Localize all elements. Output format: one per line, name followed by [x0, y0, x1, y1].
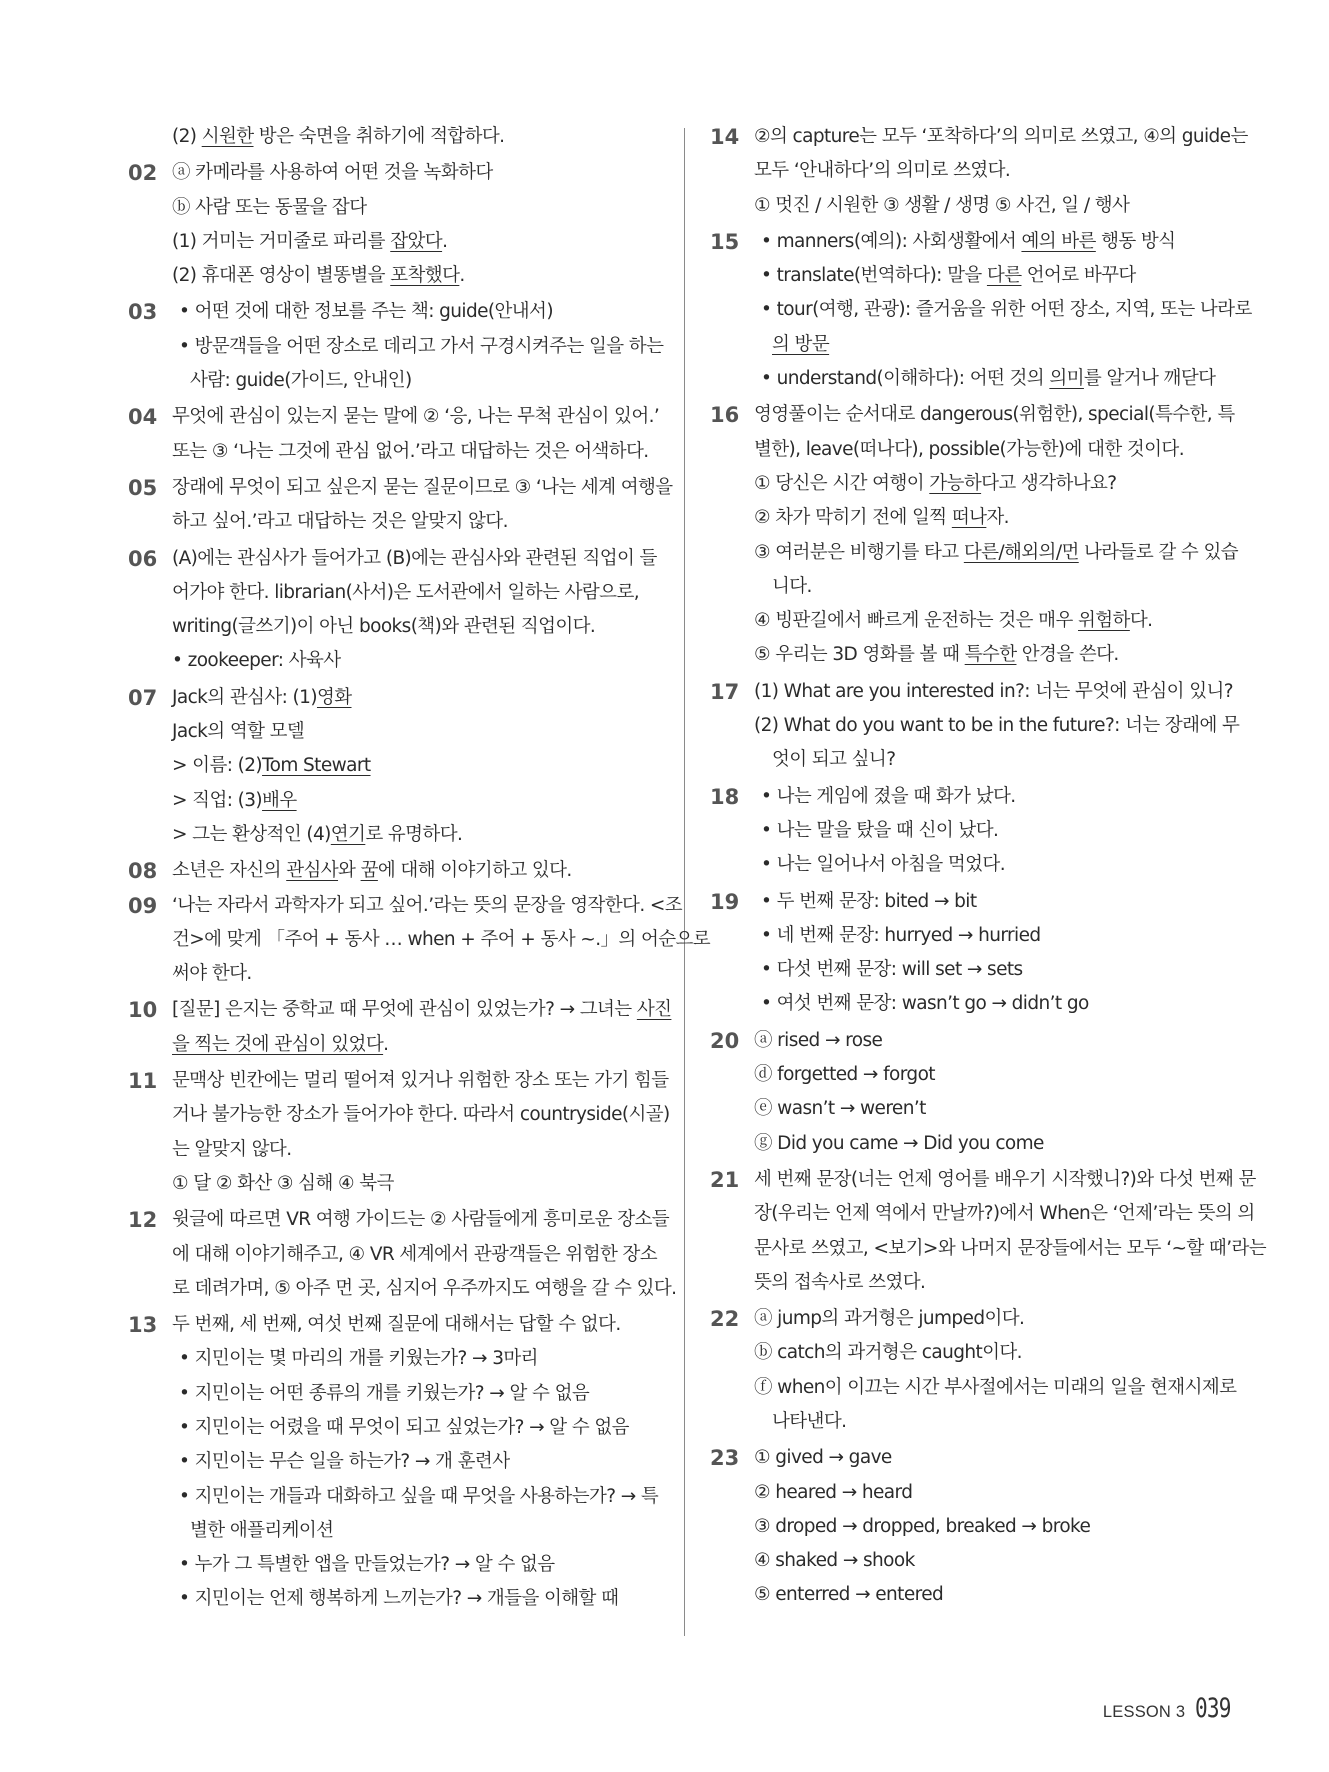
- answer-line: Jack의 역할 모델: [172, 721, 305, 743]
- answer-22: 22 ⓐ jump의 과거형은 jumped이다.: [710, 1302, 1240, 1336]
- question-number: 16: [710, 403, 740, 428]
- answer-line: ④ 빙판길에서 빠르게 운전하는 것은 매우 위험하다.: [754, 610, 1153, 632]
- answer-line: > 이름: (2)Tom Stewart: [172, 755, 371, 777]
- answer-line: [128, 120, 658, 154]
- answer-line: • 나는 말을 탔을 때 신이 났다.: [761, 819, 999, 841]
- question-number: 11: [128, 1069, 158, 1094]
- answer-12: 12 윗글에 따르면 VR 여행 가이드는 ② 사람들에게 흥미로운 장소들: [128, 1203, 658, 1237]
- question-number: 12: [128, 1208, 158, 1233]
- answer-13: 13 두 번째, 세 번째, 여섯 번째 질문에 대해서는 답할 수 없다.: [128, 1308, 658, 1342]
- answer-line: > 그는 환상적인 (4)연기로 유명하다.: [172, 823, 463, 845]
- question-number: 15: [710, 229, 740, 254]
- answer-03: 03 • 어떤 것에 대한 정보를 주는 책: guide(안내서): [128, 295, 658, 329]
- answer-17: 17 (1) What are you interested in?: 너는 무엇에 관심이 있니?: [710, 675, 1240, 709]
- answer-16: 16 영영풀이는 순서대로 dangerous(위험한), special(특수한, 특: [710, 398, 1240, 432]
- question-number: 03: [128, 300, 158, 325]
- answer-line: • 지민이는 개들과 대화하고 싶을 때 무엇을 사용하는가? → 특: [179, 1485, 659, 1507]
- answer-line: • 지민이는 어떤 종류의 개를 키웠는가? → 알 수 없음: [179, 1382, 590, 1404]
- answer-line: • zookeeper: 사육사: [172, 650, 341, 672]
- answer-line: • 다섯 번째 문장: will set → sets: [761, 959, 1023, 981]
- answer-23: 23 ① gived → gave: [710, 1441, 1240, 1475]
- answer-line: ③ 여러분은 비행기를 타고 다른/해외의/먼 나라들로 갈 수 있습: [754, 541, 1239, 563]
- answer-09: 09 ‘나는 자라서 과학자가 되고 싶어.’라는 뜻의 문장을 영작한다. <조: [128, 889, 658, 923]
- answer-line: 의 방문: [772, 333, 830, 355]
- question-number: 10: [128, 998, 158, 1023]
- answer-line: 사람: guide(가이드, 안내인): [190, 370, 412, 392]
- question-number: 18: [710, 784, 740, 809]
- answer-line: 을 찍는 것에 관심이 있었다.: [172, 1033, 389, 1055]
- answer-line: • 지민이는 어렸을 때 무엇이 되고 싶었는가? → 알 수 없음: [179, 1416, 629, 1438]
- answer-line: ② 차가 막히기 전에 일찍 떠나자.: [754, 507, 1009, 529]
- answer-18: 18 • 나는 게임에 졌을 때 화가 났다.: [710, 780, 1240, 814]
- answer-line: 하고 싶어.’라고 대답하는 것은 알맞지 않다.: [172, 511, 508, 533]
- answer-10: 10 [질문] 은지는 중학교 때 무엇에 관심이 있었는가? → 그녀는 사진: [128, 993, 658, 1027]
- answer-line: • 여섯 번째 문장: wasn’t go → didn’t go: [761, 993, 1089, 1015]
- column-divider: [684, 128, 685, 1636]
- answer-line: 거나 불가능한 장소가 들어가야 한다. 따라서 countryside(시골): [172, 1104, 670, 1126]
- question-number: 14: [710, 125, 740, 149]
- answer-line: (2) What do you want to be in the future?: 너는 장래에 무: [754, 715, 1240, 737]
- answer-line: ⓖ Did you came → Did you come: [754, 1132, 1044, 1154]
- question-number: 04: [128, 405, 158, 430]
- answer-line: 별한 애플리케이션: [190, 1519, 334, 1541]
- answer-line: 모두 ‘안내하다’의 의미로 쓰였다.: [754, 160, 1011, 182]
- answer-line: ⓓ forgetted → forgot: [754, 1064, 935, 1086]
- answer-11: 11 문맥상 빈칸에는 멀리 떨어져 있거나 위험한 장소 또는 가기 힘들: [128, 1064, 658, 1098]
- answer-06: 06 (A)에는 관심사가 들어가고 (B)에는 관심사와 관련된 직업이 들: [128, 542, 658, 576]
- answer-line: 는 알맞지 않다.: [172, 1138, 292, 1160]
- answer-15: 15 • manners(예의): 사회생활에서 예의 바른 행동 방식: [710, 225, 1240, 259]
- question-number: 17: [710, 679, 740, 704]
- answer-line: 나타낸다.: [772, 1410, 847, 1432]
- answer-04: 04 무엇에 관심이 있는지 묻는 말에 ② ‘응, 나는 무척 관심이 있어.’: [128, 400, 658, 434]
- left-column: [128, 120, 711, 1617]
- answer-line: writing(글쓰기)이 아닌 books(책)와 관련된 직업이다.: [172, 616, 596, 638]
- question-number: 20: [710, 1028, 740, 1053]
- answer-line: 건>에 맞게 「주어 + 동사 … when + 주어 + 동사 ~.」의 어순으로: [172, 928, 711, 950]
- answer-line: ⓕ when이 이끄는 시간 부사절에서는 미래의 일을 현재시제로: [754, 1376, 1237, 1398]
- question-number: 21: [710, 1167, 740, 1192]
- question-number: 08: [128, 859, 158, 884]
- question-number: 02: [128, 161, 158, 186]
- answer-line: ⑤ 우리는 3D 영화를 볼 때 특수한 안경을 쓴다.: [754, 644, 1119, 666]
- answer-line: • understand(이해하다): 어떤 것의 의미를 알거나 깨닫다: [761, 368, 1216, 390]
- answer-line: ⓔ wasn’t → weren’t: [754, 1098, 926, 1120]
- question-number: 09: [128, 893, 158, 918]
- right-column: [710, 120, 1267, 1613]
- answer-20: 20 ⓐ rised → rose: [710, 1024, 1240, 1058]
- answer-line: ① 멋진 / 시원한 ③ 생활 / 생명 ⑤ 사건, 일 / 행사: [754, 194, 1130, 216]
- answer-text: (2) 시원한 방은 숙면을 취하기에 적합하다.: [172, 126, 505, 147]
- answer-line: 엇이 되고 싶니?: [772, 749, 896, 771]
- answer-line: • 지민이는 언제 행복하게 느끼는가? → 개들을 이해할 때: [179, 1588, 619, 1610]
- answer-line: 문사로 쓰였고, <보기>와 나머지 문장들에서는 모두 ‘~할 때’라는: [754, 1237, 1267, 1259]
- answer-line: • translate(번역하다): 말을 다른 언어로 바꾸다: [761, 265, 1136, 287]
- answer-line: 써야 한다.: [172, 963, 252, 985]
- answer-line: 니다.: [772, 575, 812, 597]
- answer-line: 어가야 한다. librarian(사서)은 도서관에서 일하는 사람으로,: [172, 581, 639, 603]
- answer-07: 07 Jack의 관심사: (1)영화: [128, 681, 658, 715]
- answer-line: ④ shaked → shook: [754, 1550, 915, 1572]
- answer-line: • tour(여행, 관광): 즐거움을 위한 어떤 장소, 지역, 또는 나라로: [761, 299, 1252, 321]
- question-number: 13: [128, 1313, 158, 1338]
- answer-line: ① 달 ② 화산 ③ 심해 ④ 북극: [172, 1172, 394, 1194]
- answer-line: ③ droped → dropped, breaked → broke: [754, 1515, 1091, 1537]
- answer-02: 02 ⓐ 카메라를 사용하여 어떤 것을 녹화하다: [128, 156, 658, 190]
- answer-line: 또는 ③ ‘나는 그것에 관심 없어.’라고 대답하는 것은 어색하다.: [172, 440, 649, 462]
- answer-line: 장(우리는 언제 역에서 만날까?)에서 When은 ‘언제’라는 뜻의 의: [754, 1203, 1255, 1225]
- answer-line: 로 데려가며, ⑤ 아주 먼 곳, 심지어 우주까지도 여행을 갈 수 있다.: [172, 1277, 677, 1299]
- answer-line: 별한), leave(떠나다), possible(가능한)에 대한 것이다.: [754, 438, 1184, 460]
- answer-08: 08 소년은 자신의 관심사와 꿈에 대해 이야기하고 있다.: [128, 854, 658, 888]
- answer-line: • 네 번째 문장: hurryed → hurried: [761, 924, 1041, 946]
- question-number: 06: [128, 546, 158, 571]
- question-number: 05: [128, 475, 158, 500]
- answer-line: 뜻의 접속사로 쓰였다.: [754, 1271, 926, 1293]
- answer-line: (1) 거미는 거미줄로 파리를 잡았다.: [172, 230, 448, 252]
- page-footer: [1103, 1693, 1241, 1729]
- question-number: 23: [710, 1446, 740, 1471]
- answer-line: ② heared → heard: [754, 1481, 913, 1503]
- answer-line: (2) 휴대폰 영상이 별똥별을 포착했다.: [172, 265, 465, 287]
- question-number: 19: [710, 889, 740, 914]
- answer-05: 05 장래에 무엇이 되고 싶은지 묻는 질문이므로 ③ ‘나는 세계 여행을: [128, 471, 658, 505]
- answer-21: 21 세 번째 문장(너는 언제 영어를 배우기 시작했니?)와 다섯 번째 문: [710, 1163, 1240, 1197]
- page-number: 039: [1195, 1693, 1231, 1724]
- answer-line: ⓑ catch의 과거형은 caught이다.: [754, 1342, 1022, 1364]
- answer-line: 에 대해 이야기해주고, ④ VR 세계에서 관광객들은 위험한 장소: [172, 1243, 658, 1265]
- question-number: 07: [128, 685, 158, 710]
- answer-line: ⓑ 사람 또는 동물을 잡다: [172, 196, 367, 218]
- answer-19: 19 • 두 번째 문장: bited → bit: [710, 885, 1240, 919]
- answer-line: • 나는 일어나서 아침을 먹었다.: [761, 854, 1005, 876]
- answer-line: ⑤ enterred → entered: [754, 1584, 944, 1606]
- answer-line: ① 당신은 시간 여행이 가능하다고 생각하나요?: [754, 472, 1117, 494]
- answer-line: • 지민이는 몇 마리의 개를 키웠는가? → 3마리: [179, 1348, 538, 1370]
- answer-line: > 직업: (3)배우: [172, 789, 297, 811]
- answer-line: • 누가 그 특별한 앱을 만들었는가? → 알 수 없음: [179, 1554, 555, 1576]
- question-number: 22: [710, 1307, 740, 1332]
- lesson-label: LESSON 3: [1102, 1703, 1186, 1721]
- answer-14: 14 ②의 capture는 모두 ‘포착하다’의 의미로 쓰였고, ④의 guide는: [710, 120, 1240, 154]
- answer-line: • 방문객들을 어떤 장소로 데리고 가서 구경시켜주는 일을 하는: [179, 335, 664, 357]
- answer-line: • 지민이는 무슨 일을 하는가? → 개 훈련사: [179, 1451, 510, 1473]
